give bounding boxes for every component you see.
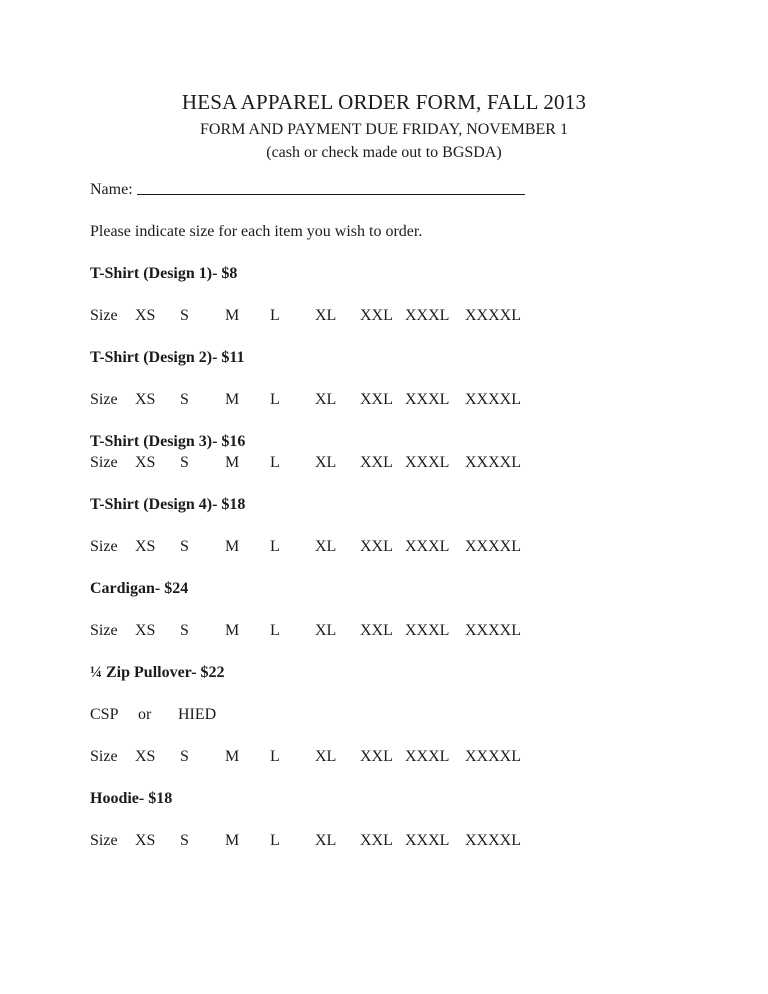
style-option: HIED <box>178 706 217 723</box>
size-option: S <box>180 538 189 555</box>
size-option: XL <box>315 454 337 471</box>
option-separator: or <box>138 706 152 723</box>
size-option: XXL <box>360 454 393 471</box>
form-title: HESA APPAREL ORDER FORM, FALL 2013 <box>181 90 587 114</box>
size-option: XXXXL <box>465 832 521 849</box>
apparel-item <box>90 264 678 326</box>
size-row <box>90 390 678 410</box>
size-option: L <box>270 391 280 408</box>
apparel-item <box>90 579 678 641</box>
size-option: L <box>270 748 280 765</box>
size-option: XXL <box>360 391 393 408</box>
name-row <box>90 180 678 200</box>
size-option: XL <box>315 307 337 324</box>
apparel-item <box>90 495 678 557</box>
name-label: Name: <box>90 181 133 198</box>
size-option: M <box>225 748 240 765</box>
item-heading: Hoodie- $18 <box>90 790 173 807</box>
items-container <box>90 264 678 851</box>
size-option: XL <box>315 538 337 555</box>
size-option: XXXXL <box>465 391 521 408</box>
apparel-item <box>90 663 678 767</box>
size-option: XXXL <box>405 391 450 408</box>
size-option: XXXXL <box>465 748 521 765</box>
size-option: L <box>270 307 280 324</box>
size-option: XXXL <box>405 622 450 639</box>
size-option: S <box>180 622 189 639</box>
size-row <box>90 831 678 851</box>
size-row-label: Size <box>90 832 118 849</box>
form-header <box>90 88 678 163</box>
size-row <box>90 306 678 326</box>
size-row-label: Size <box>90 307 118 324</box>
instructions-text: Please indicate size for each item you wish to order. <box>90 223 423 240</box>
size-row <box>90 453 678 473</box>
size-option: XS <box>135 391 156 408</box>
item-heading: Cardigan- $24 <box>90 580 189 597</box>
size-row <box>90 747 678 767</box>
size-option: XXXL <box>405 832 450 849</box>
size-option: M <box>225 391 240 408</box>
size-row-label: Size <box>90 538 118 555</box>
size-option: XS <box>135 748 156 765</box>
payment-note: (cash or check made out to BGSDA) <box>266 144 502 161</box>
size-option: S <box>180 748 189 765</box>
size-option: XXXXL <box>465 307 521 324</box>
size-option: XXL <box>360 832 393 849</box>
size-option: XXL <box>360 622 393 639</box>
size-option: L <box>270 622 280 639</box>
size-row-label: Size <box>90 748 118 765</box>
size-option: XL <box>315 832 337 849</box>
size-option: L <box>270 538 280 555</box>
apparel-item <box>90 432 678 473</box>
size-option: S <box>180 391 189 408</box>
size-row <box>90 537 678 557</box>
size-option: XXL <box>360 748 393 765</box>
size-option: XS <box>135 538 156 555</box>
size-option: XXXL <box>405 538 450 555</box>
size-option: S <box>180 832 189 849</box>
size-row-label: Size <box>90 391 118 408</box>
item-heading: T-Shirt (Design 2)- $11 <box>90 349 245 366</box>
size-option: XS <box>135 622 156 639</box>
size-option: XL <box>315 622 337 639</box>
size-option: S <box>180 454 189 471</box>
size-option: M <box>225 454 240 471</box>
size-option: XL <box>315 748 337 765</box>
item-heading: T-Shirt (Design 3)- $16 <box>90 433 246 450</box>
style-option: CSP <box>90 706 119 723</box>
size-option: XXL <box>360 538 393 555</box>
size-option: XXXL <box>405 307 450 324</box>
size-option: M <box>225 307 240 324</box>
size-option: XL <box>315 391 337 408</box>
size-option: XXXL <box>405 748 450 765</box>
size-row-label: Size <box>90 622 118 639</box>
size-row <box>90 621 678 641</box>
size-option: XS <box>135 454 156 471</box>
size-option: XXL <box>360 307 393 324</box>
size-option: L <box>270 454 280 471</box>
size-option: XXXL <box>405 454 450 471</box>
name-blank-line <box>137 194 525 195</box>
size-option: XXXXL <box>465 454 521 471</box>
apparel-item <box>90 348 678 410</box>
item-heading: T-Shirt (Design 1)- $8 <box>90 265 238 282</box>
size-row-label: Size <box>90 454 118 471</box>
size-option: XXXXL <box>465 538 521 555</box>
size-option: S <box>180 307 189 324</box>
size-option: XS <box>135 307 156 324</box>
size-option: XS <box>135 832 156 849</box>
size-option: M <box>225 538 240 555</box>
item-heading: ¼ Zip Pullover- $22 <box>90 664 225 681</box>
size-option: XXXXL <box>465 622 521 639</box>
item-heading: T-Shirt (Design 4)- $18 <box>90 496 246 513</box>
size-option: L <box>270 832 280 849</box>
style-options-row <box>90 705 678 725</box>
size-option: M <box>225 832 240 849</box>
apparel-item <box>90 789 678 851</box>
form-subtitle: FORM AND PAYMENT DUE FRIDAY, NOVEMBER 1 <box>200 121 568 138</box>
size-option: M <box>225 622 240 639</box>
